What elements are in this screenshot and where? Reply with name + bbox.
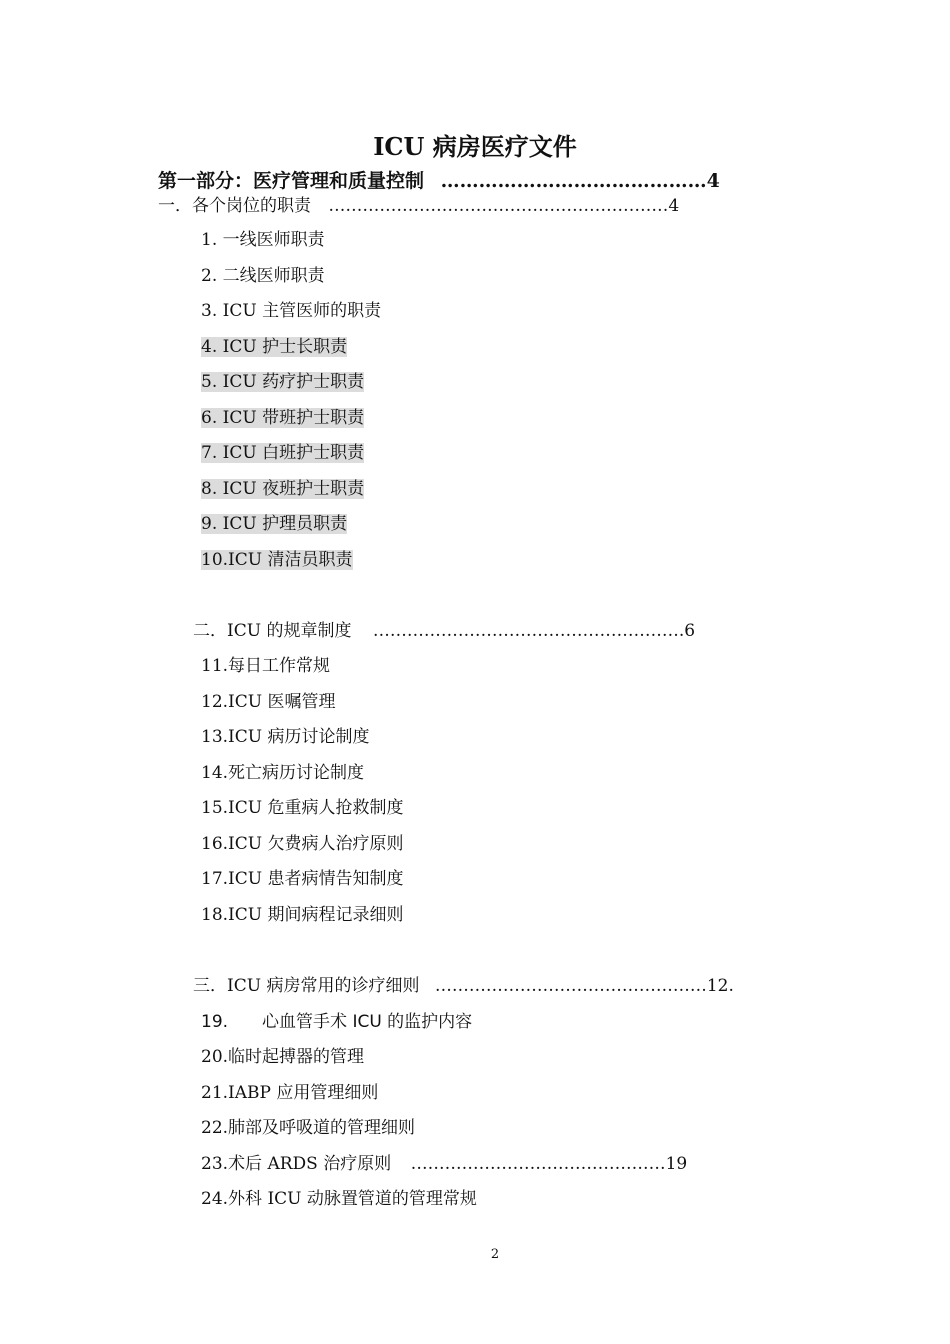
toc-item-highlighted[interactable]: 10.ICU 清洁员职责 <box>201 550 353 570</box>
toc-item-highlighted[interactable]: 5. ICU 药疗护士职责 <box>201 372 365 392</box>
item-page: 19 <box>665 1154 688 1174</box>
section-page: .6 <box>678 621 696 641</box>
part-leader-dots: …………………………………… <box>440 170 707 192</box>
page-number: 2 <box>490 1247 500 1262</box>
toc-item[interactable]: 24.外科 ICU 动脉置管道的管理常规 <box>201 1189 477 1209</box>
toc-item[interactable]: 11.每日工作常规 <box>201 656 331 676</box>
item-text: 心血管手术 ICU 的监护内容 <box>262 1012 473 1032</box>
section-label: 一．各个岗位的职责 <box>158 196 311 216</box>
section-page: 4 <box>668 196 680 216</box>
toc-item-highlighted[interactable]: 8. ICU 夜班护士职责 <box>201 479 365 499</box>
section-leader-dots: …………………………………………………… <box>328 196 669 216</box>
section-label: 二．ICU 的规章制度 <box>193 621 352 641</box>
item-leader-dots: ……………………………………… <box>410 1154 666 1174</box>
toc-item[interactable] <box>201 1011 472 1033</box>
toc-section-3[interactable] <box>193 975 734 997</box>
toc-item[interactable]: 14.死亡病历讨论制度 <box>201 763 365 783</box>
toc-item-highlighted[interactable]: 6. ICU 带班护士职责 <box>201 408 365 428</box>
toc-section-1[interactable] <box>158 195 679 217</box>
item-number: 19. <box>201 1012 229 1032</box>
toc-item[interactable]: 13.ICU 病历讨论制度 <box>201 727 370 747</box>
section-leader-dots: ……………………………………………… <box>372 621 679 641</box>
toc-item[interactable]: 22.肺部及呼吸道的管理细则 <box>201 1118 416 1138</box>
section-label: 三．ICU 病房常用的诊疗细则 <box>193 976 420 996</box>
toc-item[interactable]: 18.ICU 期间病程记录细则 <box>201 905 404 925</box>
part-label: 第一部分：医疗管理和质量控制 <box>158 170 425 192</box>
toc-item-highlighted[interactable]: 7. ICU 白班护士职责 <box>201 443 365 463</box>
toc-item[interactable]: 1. 一线医师职责 <box>201 230 325 250</box>
part-page: 4 <box>706 170 720 192</box>
toc-item[interactable]: 12.ICU 医嘱管理 <box>201 692 336 712</box>
toc-item-highlighted[interactable]: 4. ICU 护士长职责 <box>201 337 348 357</box>
document-title: ICU 病房医疗文件 <box>373 132 577 161</box>
toc-part-heading[interactable] <box>158 170 720 192</box>
toc-item[interactable]: 17.ICU 患者病情告知制度 <box>201 869 404 889</box>
toc-item[interactable]: 2. 二线医师职责 <box>201 266 325 286</box>
toc-item[interactable]: 20.临时起搏器的管理 <box>201 1047 365 1067</box>
toc-item[interactable]: 3. ICU 主管医师的职责 <box>201 301 382 321</box>
toc-item[interactable]: 21.IABP 应用管理细则 <box>201 1083 379 1103</box>
toc-item-highlighted[interactable]: 9. ICU 护理员职责 <box>201 514 348 534</box>
toc-item[interactable]: 15.ICU 危重病人抢救制度 <box>201 798 404 818</box>
section-leader-dots: ………………………………………… <box>434 976 707 996</box>
section-page: 12. <box>706 976 734 996</box>
toc-section-2[interactable] <box>193 620 695 642</box>
toc-item[interactable]: 16.ICU 欠费病人治疗原则 <box>201 834 404 854</box>
toc-item[interactable]: 23.术后 ARDS 治疗原则 ………………………………………19 <box>201 1154 688 1174</box>
